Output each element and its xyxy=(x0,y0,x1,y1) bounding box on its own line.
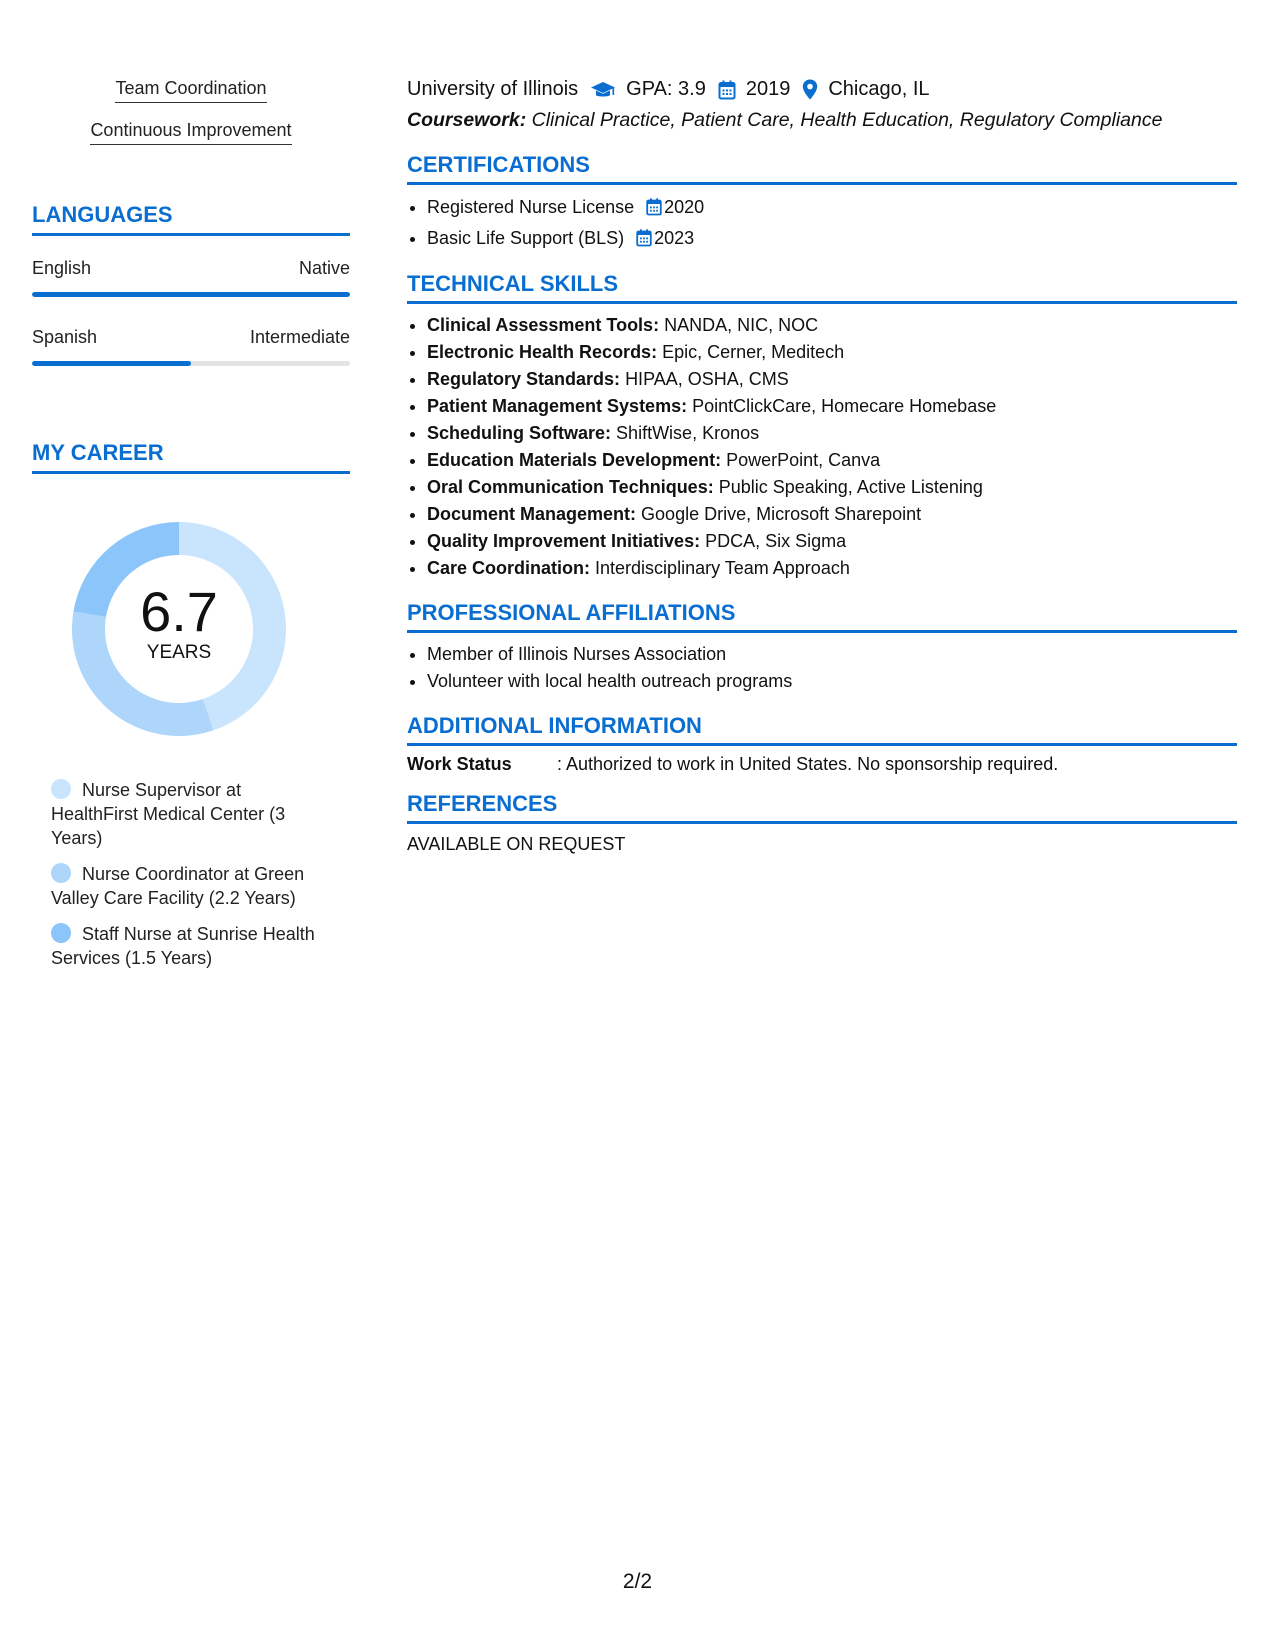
skill-category: Education Materials Development: xyxy=(427,450,722,470)
technical-skill-item xyxy=(427,447,1237,474)
skill-category: Oral Communication Techniques: xyxy=(427,477,714,497)
certification-name: Basic Life Support (BLS) xyxy=(427,228,625,248)
school-location: Chicago, IL xyxy=(828,78,930,100)
career-role: Staff Nurse at Sunrise Health Services (1.5 Years) xyxy=(51,924,315,968)
skill-values: ShiftWise, Kronos xyxy=(616,423,760,443)
skill-category: Clinical Assessment Tools: xyxy=(427,315,660,335)
certification-year: 2023 xyxy=(654,228,695,248)
skill-values: PointClickCare, Homecare Homebase xyxy=(692,396,997,416)
coursework xyxy=(407,109,1237,132)
skill-category: Care Coordination: xyxy=(427,558,591,578)
language-row xyxy=(32,327,350,366)
work-status-row xyxy=(407,754,1237,775)
career-item xyxy=(51,778,321,850)
languages-title: LANGUAGES xyxy=(32,202,350,236)
skill-category: Patient Management Systems: xyxy=(427,396,688,416)
language-bar xyxy=(32,361,350,366)
career-donut-chart xyxy=(66,516,292,742)
skill-values: PowerPoint, Canva xyxy=(726,450,881,470)
language-bar-fill xyxy=(32,292,350,297)
skill-values: PDCA, Six Sigma xyxy=(705,531,847,551)
career-item xyxy=(51,862,321,910)
career-role: Nurse Coordinator at Green Valley Care Facility (2.2 Years) xyxy=(51,864,305,908)
skill-values: Epic, Cerner, Meditech xyxy=(662,342,845,362)
education-line xyxy=(407,78,1237,101)
affiliation-item: • Member of Illinois Nurses Association xyxy=(427,641,1237,668)
skill-values: Interdisciplinary Team Approach xyxy=(595,558,850,578)
certifications-list xyxy=(407,193,1237,255)
coursework-text: Clinical Practice, Patient Care, Health Education, Regulatory Compliance xyxy=(531,109,1163,131)
affiliations-title: PROFESSIONAL AFFILIATIONS xyxy=(407,600,1237,633)
left-column xyxy=(32,78,350,982)
technical-skill-item xyxy=(427,393,1237,420)
skill-tag: Continuous Improvement xyxy=(90,120,291,145)
references-text: AVAILABLE ON REQUEST xyxy=(407,834,626,854)
language-level: Native xyxy=(298,258,350,278)
language-level: Intermediate xyxy=(249,327,350,347)
technical-skill-item xyxy=(427,420,1237,447)
calendar-icon xyxy=(636,227,652,255)
certification-year: 2020 xyxy=(664,197,705,217)
language-bar xyxy=(32,292,350,297)
skill-values: NANDA, NIC, NOC xyxy=(664,315,819,335)
career-list xyxy=(51,778,321,970)
location-pin-icon xyxy=(802,79,818,100)
skill-category: Scheduling Software: xyxy=(427,423,612,443)
career-total-years: 6.7 xyxy=(140,580,218,643)
technical-skill-item xyxy=(427,555,1237,582)
affiliation-item: • Volunteer with local health outreach programs xyxy=(427,668,1237,695)
skill-values: Public Speaking, Active Listening xyxy=(718,477,983,497)
affiliations-list xyxy=(407,641,1237,695)
skill-category: Quality Improvement Initiatives: xyxy=(427,531,701,551)
work-status-label: Work Status xyxy=(407,754,512,774)
graduation-cap-icon xyxy=(590,80,616,100)
references-title: REFERENCES xyxy=(407,791,1237,824)
language-name: English xyxy=(32,258,92,278)
gpa: GPA: 3.9 xyxy=(626,78,706,100)
certifications-title: CERTIFICATIONS xyxy=(407,152,1237,185)
calendar-icon xyxy=(718,80,736,100)
page-number: 2/2 xyxy=(622,1570,653,1593)
technical-skill-item xyxy=(427,474,1237,501)
calendar-icon xyxy=(646,196,662,224)
career-years-label: YEARS xyxy=(146,642,212,663)
skill-category: Electronic Health Records: xyxy=(427,342,658,362)
language-name: Spanish xyxy=(32,327,98,347)
language-row xyxy=(32,258,350,297)
language-bar-fill xyxy=(32,361,191,366)
skill-category: Regulatory Standards: xyxy=(427,369,621,389)
certification-item xyxy=(427,193,1237,224)
skill-values: HIPAA, OSHA, CMS xyxy=(625,369,789,389)
technical-skills-title: TECHNICAL SKILLS xyxy=(407,271,1237,304)
school-name: University of Illinois xyxy=(407,78,579,100)
technical-skill-item xyxy=(427,312,1237,339)
career-legend-dot xyxy=(51,863,71,883)
skill-tag: Team Coordination xyxy=(115,78,266,103)
skill-tags xyxy=(32,78,350,162)
technical-skill-item xyxy=(427,528,1237,555)
graduation-year: 2019 xyxy=(745,78,791,100)
certification-name: Registered Nurse License xyxy=(427,197,635,217)
skill-category: Document Management: xyxy=(427,504,637,524)
career-role: Nurse Supervisor at HealthFirst Medical Center (3 Years) xyxy=(51,780,286,848)
career-item xyxy=(51,922,321,970)
right-column xyxy=(407,78,1237,855)
career-title: MY CAREER xyxy=(32,440,350,474)
career-legend-dot xyxy=(51,779,71,799)
additional-info-title: ADDITIONAL INFORMATION xyxy=(407,713,1237,746)
coursework-label: Coursework: xyxy=(407,109,527,131)
certification-item xyxy=(427,224,1237,255)
technical-skill-item xyxy=(427,366,1237,393)
technical-skill-item xyxy=(427,501,1237,528)
career-legend-dot xyxy=(51,923,71,943)
skill-values: Google Drive, Microsoft Sharepoint xyxy=(641,504,922,524)
technical-skill-item xyxy=(427,339,1237,366)
work-status-value: : Authorized to work in United States. No sponsorship required. xyxy=(557,754,1059,774)
technical-skills-list xyxy=(407,312,1237,582)
